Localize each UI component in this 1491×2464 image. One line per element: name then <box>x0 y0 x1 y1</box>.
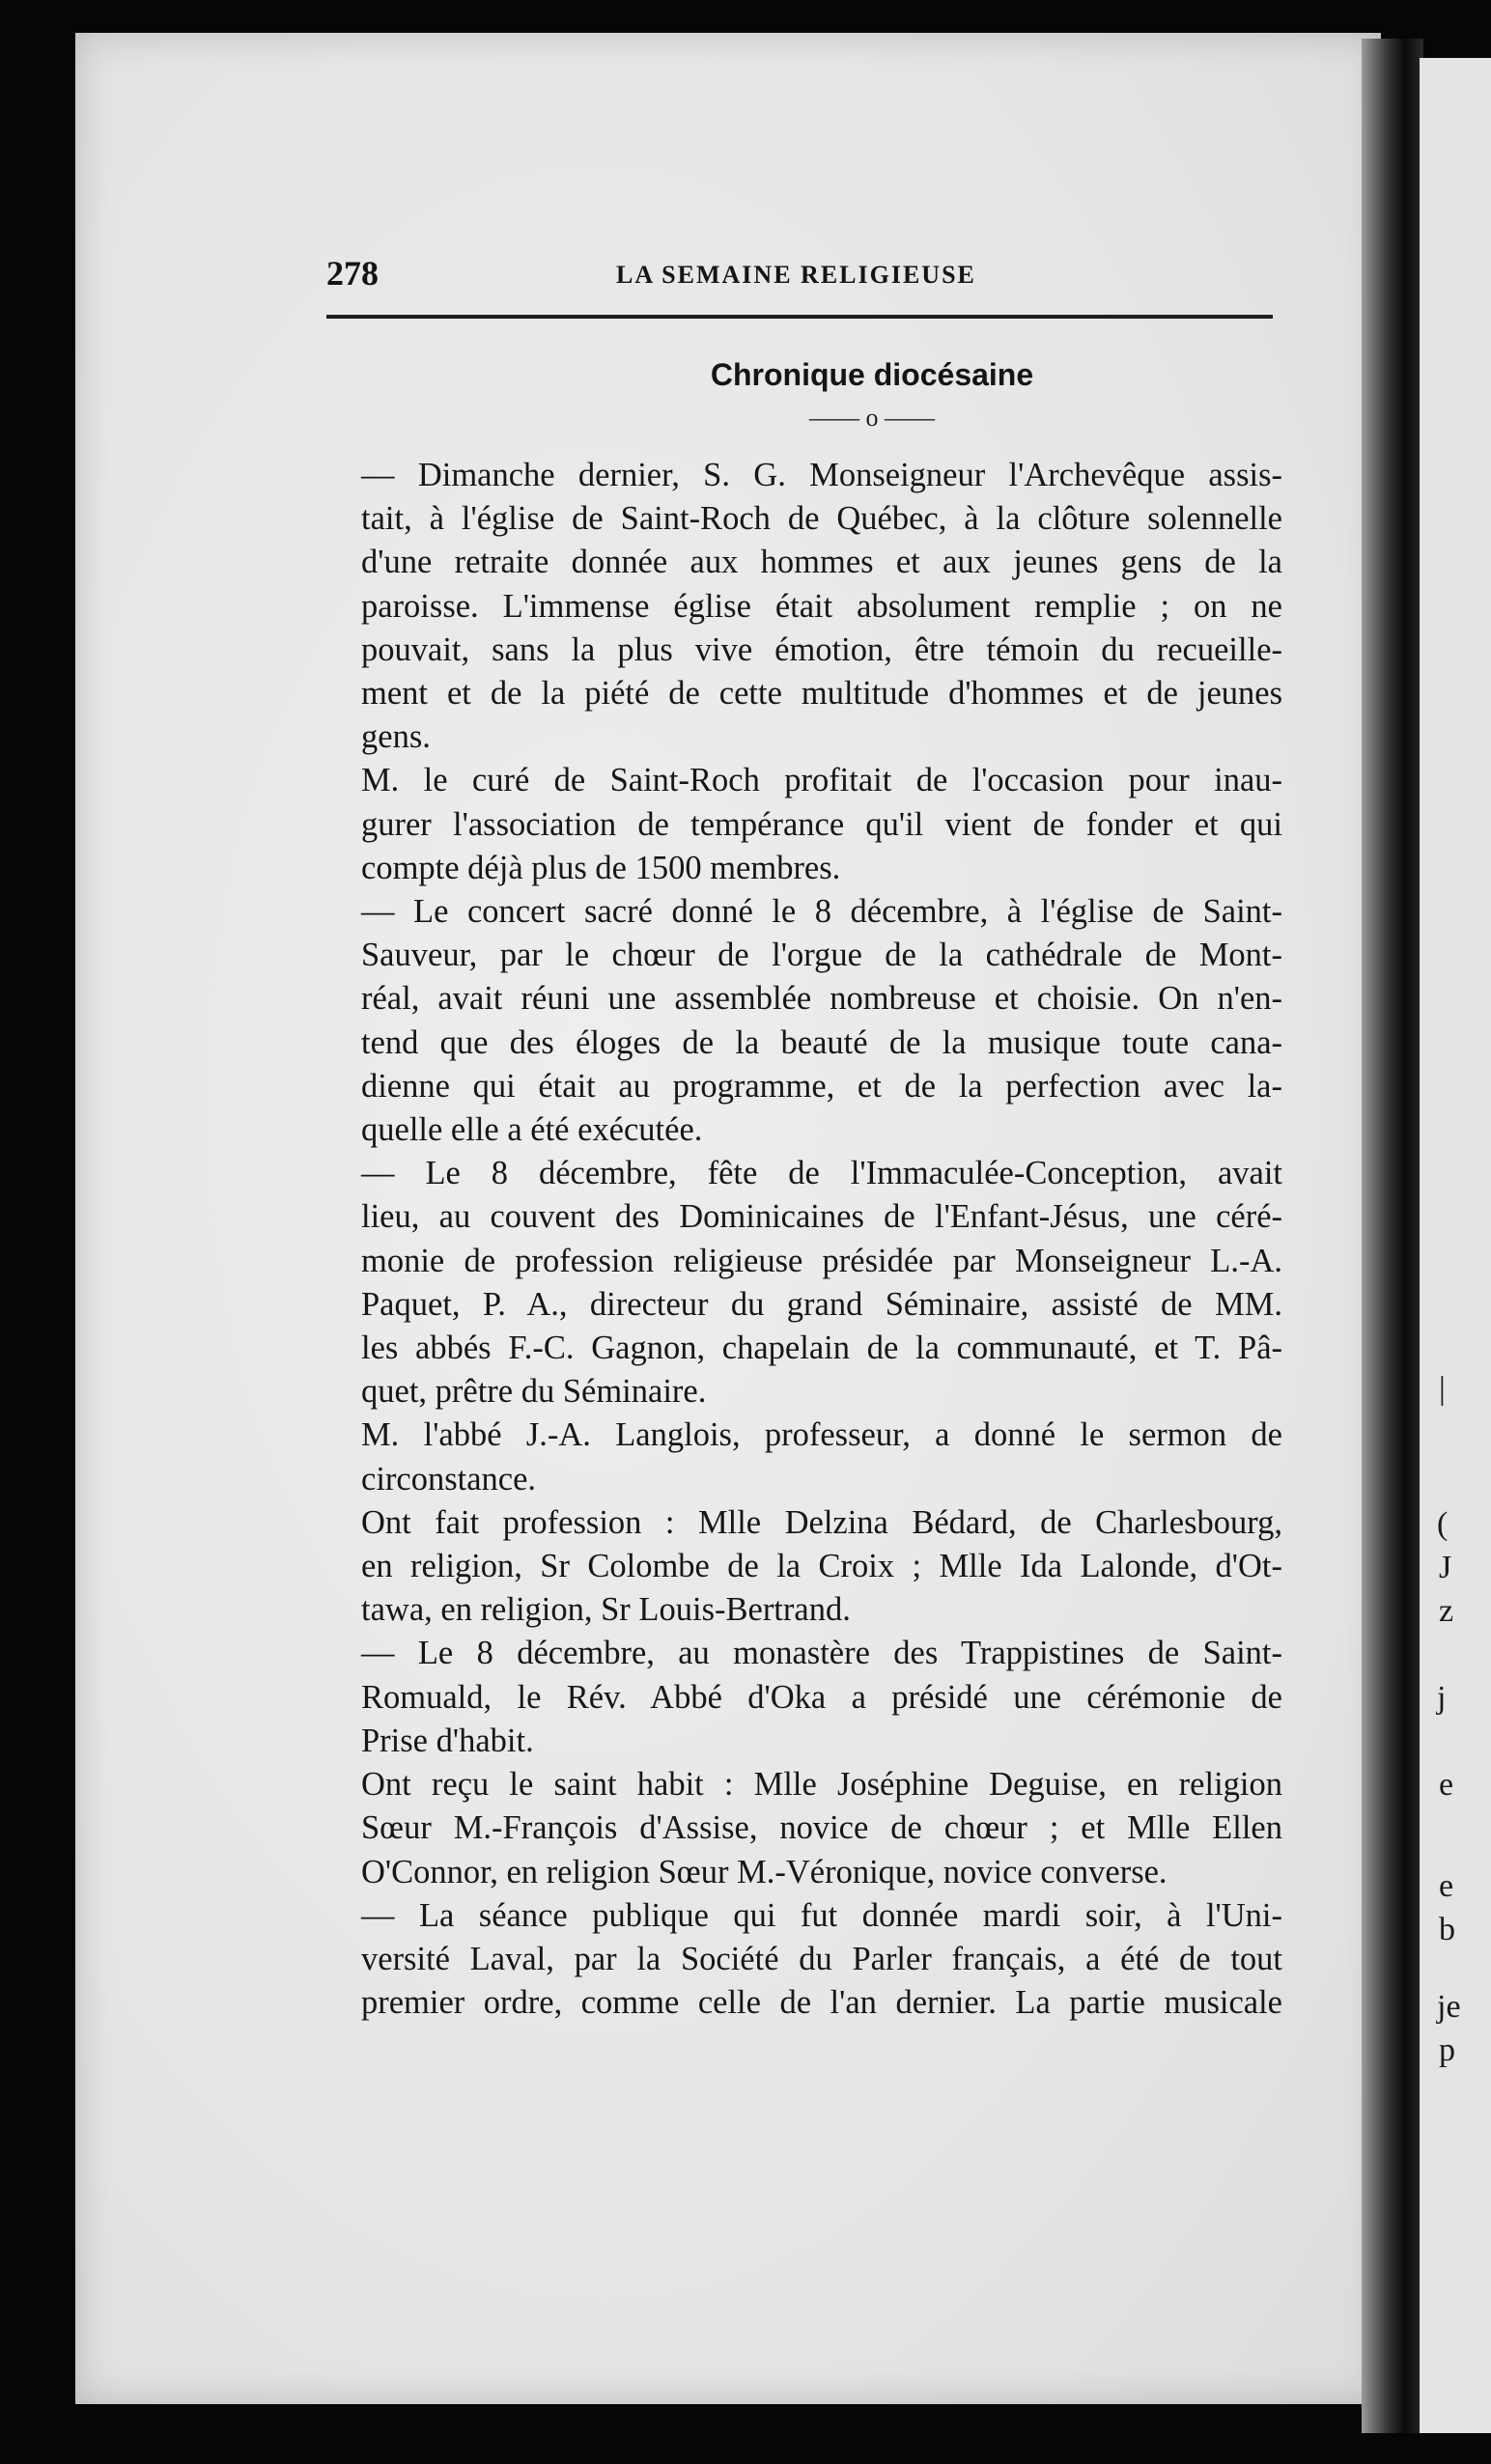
text-line: paroisse. L'immense église était absolument remplie ; on ne <box>361 587 1282 625</box>
section-ornament-row <box>326 404 1273 433</box>
text-line: circonstance. <box>361 1460 537 1498</box>
text-line: dienne qui était au programme, et de la perfection avec la- <box>361 1067 1282 1105</box>
running-head <box>326 253 1273 299</box>
text-line: les abbés F.-C. Gagnon, chapelain de la communauté, et T. Pâ- <box>361 1330 1282 1367</box>
facing-page-glyph: p <box>1439 2032 1455 2068</box>
facing-page-glyph: z <box>1439 1593 1454 1629</box>
text-line: monie de profession religieuse présidée par Monseigneur L.-A. <box>361 1242 1282 1279</box>
text-line: — Le 8 décembre, au monastère des Trappistines de Saint- <box>361 1635 1282 1672</box>
text-line: Sœur M.-François d'Assise, novice de chœur ; et Mlle Ellen <box>361 1809 1282 1847</box>
facing-page-glyph: j <box>1437 1680 1447 1716</box>
text-line: pouvait, sans la plus vive émotion, être témoin du recueille- <box>361 630 1282 668</box>
header-rule <box>326 315 1273 319</box>
facing-page-glyph: je <box>1437 1989 1461 2025</box>
text-line: Romuald, le Rév. Abbé d'Oka a présidé une cérémonie de <box>361 1678 1282 1716</box>
book-gutter <box>1362 39 1423 2433</box>
text-line: tawa, en religion, Sr Louis-Bertrand. <box>361 1591 851 1629</box>
text-line: réal, avait réuni une assemblée nombreuse et choisie. On n'en- <box>361 980 1282 1018</box>
section-ornament: —— o —— <box>809 404 935 432</box>
text-line: tend que des éloges de la beauté de la musique toute cana- <box>361 1023 1282 1061</box>
facing-page-glyph: J <box>1439 1550 1452 1585</box>
text-line: en religion, Sr Colombe de la Croix ; Mlle Ida Lalonde, d'Ot- <box>361 1548 1282 1585</box>
section-title-row <box>326 357 1273 393</box>
paragraph <box>326 1414 1282 1500</box>
facing-page-glyph: e <box>1439 1767 1454 1803</box>
paragraph <box>326 759 1282 890</box>
text-line: versité Laval, par la Société du Parler français, a été de tout <box>361 1940 1282 1977</box>
facing-page-glyph: | <box>1439 1371 1446 1407</box>
text-line: Sauveur, par le chœur de l'orgue de la cathédrale de Mont- <box>361 937 1282 974</box>
running-head-title: LA SEMAINE RELIGIEUSE <box>616 261 976 289</box>
text-line: — Le 8 décembre, fête de l'Immaculée-Conception, avait <box>361 1155 1282 1192</box>
facing-page-glyph: e <box>1439 1868 1454 1904</box>
paragraph <box>326 454 1282 759</box>
paragraph <box>326 1501 1282 1633</box>
article-body <box>326 454 1282 2025</box>
text-line: ment et de la piété de cette multitude d'hommes et de jeunes <box>361 675 1282 713</box>
text-line: lieu, au couvent des Dominicaines de l'Enfant-Jésus, une céré- <box>361 1198 1282 1236</box>
text-line: gurer l'association de tempérance qu'il vient de fonder et qui <box>361 805 1282 843</box>
text-line: M. l'abbé J.-A. Langlois, professeur, a donné le sermon de <box>361 1416 1282 1454</box>
text-line: premier ordre, comme celle de l'an dernier. La partie musicale <box>361 1984 1282 2022</box>
text-line: Prise d'habit. <box>361 1722 534 1759</box>
page-number: 278 <box>326 254 379 293</box>
paragraph <box>326 1632 1282 1763</box>
facing-page-glyph: b <box>1439 1912 1455 1947</box>
paragraph <box>326 1152 1282 1414</box>
text-line: quelle elle a été exécutée. <box>361 1111 703 1149</box>
text-line: quet, prêtre du Séminaire. <box>361 1373 707 1411</box>
text-line: Ont reçu le saint habit : Mlle Joséphine Deguise, en religion <box>361 1766 1282 1804</box>
facing-page-glyph: ( <box>1437 1506 1449 1542</box>
text-line: M. le curé de Saint-Roch profitait de l'occasion pour inau- <box>361 762 1282 799</box>
text-line: gens. <box>361 718 431 756</box>
text-line: Ont fait profession : Mlle Delzina Bédard, de Charlesbourg, <box>361 1503 1282 1541</box>
text-line: tait, à l'église de Saint-Roch de Québec, à la clôture solennelle <box>361 500 1282 538</box>
text-line: — La séance publique qui fut donnée mardi soir, à l'Uni- <box>361 1896 1282 1934</box>
facing-page-edge <box>1420 58 1491 2433</box>
text-line: Paquet, P. A., directeur du grand Séminaire, assisté de MM. <box>361 1285 1282 1323</box>
text-line: — Dimanche dernier, S. G. Monseigneur l'Archevêque assis- <box>361 457 1282 493</box>
section-title: Chronique diocésaine <box>710 357 1034 392</box>
paragraph <box>326 890 1282 1152</box>
paragraph <box>326 1894 1282 2026</box>
text-line: — Le concert sacré donné le 8 décembre, à l'église de Saint- <box>361 893 1282 931</box>
text-line: compte déjà plus de 1500 membres. <box>361 849 841 886</box>
text-line: O'Connor, en religion Sœur M.-Véronique, novice converse. <box>361 1853 1167 1890</box>
paragraph <box>326 1763 1282 1894</box>
text-line: d'une retraite donnée aux hommes et aux jeunes gens de la <box>361 544 1282 581</box>
